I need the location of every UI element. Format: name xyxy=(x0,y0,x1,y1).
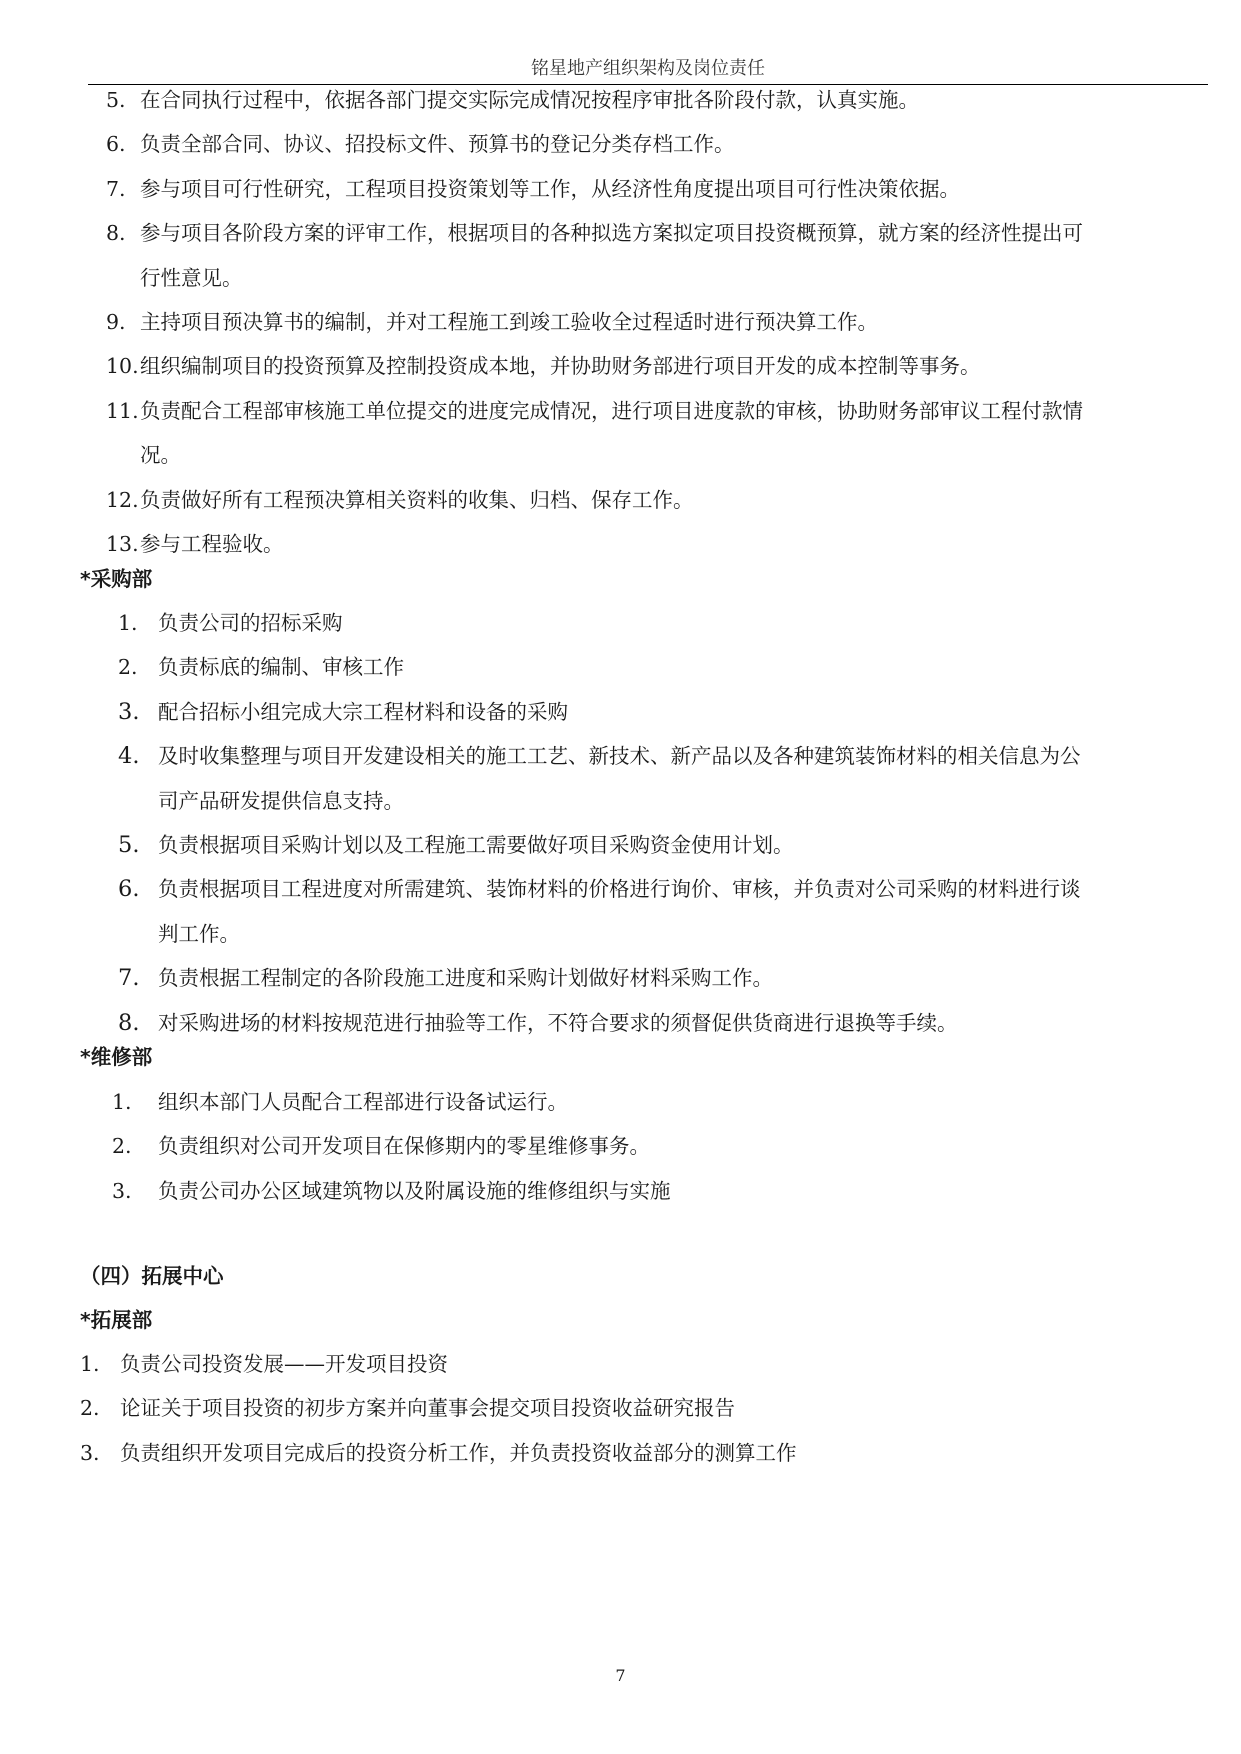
procurement-item-number: 3. xyxy=(118,698,140,725)
procurement-item-number: 4. xyxy=(118,743,140,770)
responsibility-item-text: 参与项目可行性研究，工程项目投资策划等工作，从经济性角度提出项目可行性决策依据。 xyxy=(140,176,960,201)
expansion-item-text: 负责组织开发项目完成后的投资分析工作，并负责投资收益部分的测算工作 xyxy=(120,1440,797,1465)
section-heading-maintenance: *维修部 xyxy=(80,1045,153,1069)
expansion-item-text: 论证关于项目投资的初步方案并向董事会提交项目投资收益研究报告 xyxy=(120,1396,735,1421)
procurement-item-text: 判工作。 xyxy=(158,921,240,946)
maintenance-item-text: 组织本部门人员配合工程部进行设备试运行。 xyxy=(158,1090,568,1114)
page-number: 7 xyxy=(615,1666,626,1685)
responsibility-item-text: 在合同执行过程中，依据各部门提交实际完成情况按程序审批各阶段付款，认真实施。 xyxy=(140,88,919,112)
expansion-item-number: 1. xyxy=(80,1352,100,1376)
procurement-item-text: 负责标底的编制、审核工作 xyxy=(158,655,404,680)
responsibility-item-text: 负责全部合同、协议、招投标文件、预算书的登记分类存档工作。 xyxy=(140,132,735,157)
expansion-item-text: 负责公司投资发展——开发项目投资 xyxy=(120,1352,448,1376)
maintenance-item-number: 2. xyxy=(112,1134,132,1159)
responsibility-item-number: 11. xyxy=(106,398,139,423)
responsibility-item-text: 行性意见。 xyxy=(140,265,243,290)
section-heading-expansion-dept: *拓展部 xyxy=(80,1308,153,1332)
procurement-item-text: 负责根据工程制定的各阶段施工进度和采购计划做好材料采购工作。 xyxy=(158,966,773,991)
responsibility-item-number: 12. xyxy=(106,487,139,512)
responsibility-item-number: 8. xyxy=(106,221,126,246)
procurement-item-text: 负责公司的招标采购 xyxy=(158,611,343,635)
procurement-item-text: 司产品研发提供信息支持。 xyxy=(158,788,404,813)
maintenance-item-number: 1. xyxy=(112,1090,132,1114)
expansion-item-number: 3. xyxy=(80,1440,100,1465)
header-divider xyxy=(88,84,1208,85)
responsibility-item-number: 13. xyxy=(106,532,139,556)
procurement-item-text: 及时收集整理与项目开发建设相关的施工工艺、新技术、新产品以及各种建筑装饰材料的相关信息为公 xyxy=(158,744,1081,769)
responsibility-item-text: 参与项目各阶段方案的评审工作，根据项目的各种拟选方案拟定项目投资概预算，就方案的经济性提出可 xyxy=(140,221,1083,246)
procurement-item-number: 1. xyxy=(118,611,138,635)
procurement-item-text: 负责根据项目采购计划以及工程施工需要做好项目采购资金使用计划。 xyxy=(158,833,794,857)
maintenance-item-number: 3. xyxy=(112,1178,132,1203)
maintenance-item-text: 负责组织对公司开发项目在保修期内的零星维修事务。 xyxy=(158,1134,650,1159)
responsibility-item-text: 组织编制项目的投资预算及控制投资成本地，并协助财务部进行项目开发的成本控制等事务。 xyxy=(140,354,981,379)
responsibility-item-number: 10. xyxy=(106,354,139,379)
responsibility-item-text: 主持项目预决算书的编制，并对工程施工到竣工验收全过程适时进行预决算工作。 xyxy=(140,310,878,334)
procurement-item-number: 5. xyxy=(118,832,140,858)
procurement-item-text: 负责根据项目工程进度对所需建筑、装饰材料的价格进行询价、审核，并负责对公司采购的材料进行谈 xyxy=(158,877,1081,902)
running-header: 铭星地产组织架构及岗位责任 xyxy=(531,58,765,79)
procurement-item-text: 配合招标小组完成大宗工程材料和设备的采购 xyxy=(158,699,568,724)
responsibility-item-text: 参与工程验收。 xyxy=(140,532,284,556)
section-heading-procurement: *采购部 xyxy=(80,567,153,591)
section-heading-expansion-center: （四）拓展中心 xyxy=(80,1264,224,1288)
responsibility-item-text: 负责做好所有工程预决算相关资料的收集、归档、保存工作。 xyxy=(140,487,694,512)
expansion-item-number: 2. xyxy=(80,1396,100,1421)
responsibility-item-number: 7. xyxy=(106,176,126,201)
responsibility-item-text: 负责配合工程部审核施工单位提交的进度完成情况，进行项目进度款的审核，协助财务部审议工程付款情 xyxy=(140,398,1083,423)
procurement-item-number: 2. xyxy=(118,655,138,680)
procurement-item-text: 对采购进场的材料按规范进行抽验等工作，不符合要求的须督促供货商进行退换等手续。 xyxy=(158,1010,958,1035)
procurement-item-number: 8. xyxy=(118,1009,140,1036)
procurement-item-number: 6. xyxy=(118,876,140,903)
procurement-item-number: 7. xyxy=(118,965,140,992)
responsibility-item-text: 况。 xyxy=(140,443,181,468)
responsibility-item-number: 6. xyxy=(106,132,126,157)
responsibility-item-number: 9. xyxy=(106,310,126,334)
responsibility-item-number: 5. xyxy=(106,88,126,112)
maintenance-item-text: 负责公司办公区域建筑物以及附属设施的维修组织与实施 xyxy=(158,1178,671,1203)
